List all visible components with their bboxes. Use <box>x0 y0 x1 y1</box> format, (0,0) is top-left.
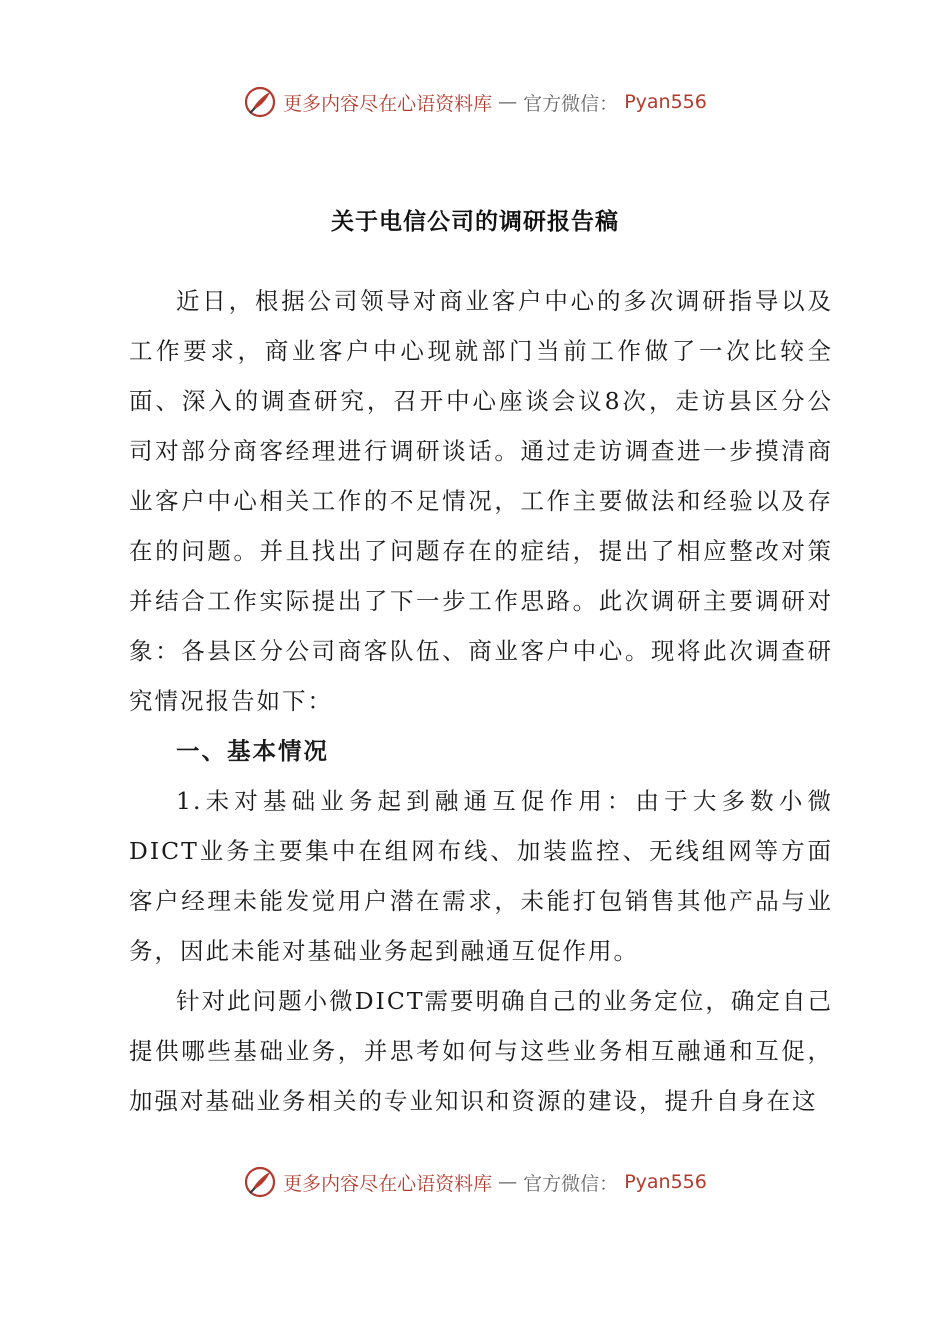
banner-gray-text: 官方微信： <box>523 1172 619 1195</box>
paragraph-item-1: 1.未对基础业务起到融通互促作用：由于大多数小微DICT业务主要集中在组网布线、加装监控、无线组网等方面客户经理未能发觉用户潜在需求，未能打包销售其他产品与业务，因此未能对基础业务起到融通互促作用。 <box>129 787 833 965</box>
banner-wechat-id: Pyan556 <box>624 91 707 113</box>
paragraph-response: 针对此问题小微DICT需要明确自己的业务定位，确定自己提供哪些基础业务，并思考如何与这些业务相互融通和互促，加强对基础业务相关的专业知识和资源的建设，提升自身在这 <box>129 987 833 1115</box>
banner-red-text: 更多内容尽在心语资料库 <box>283 92 493 115</box>
banner-dash: — <box>498 91 518 113</box>
section-heading: 一、基本情况 <box>176 737 329 765</box>
footer-banner <box>0 1162 950 1202</box>
paragraph-intro: 近日，根据公司领导对商业客户中心的多次调研指导以及工作要求，商业客户中心现就部门当前工作做了一次比较全面、深入的调查研究，召开中心座谈会议8次，走访县区分公司对部分商客经理进行调研谈话。通过走访调查进一步摸清商业客户中心相关工作的不足情况，工作主要做法和经验以及存在的问题。并且找出了问题存在的症结，提出了相应整改对策并结合工作实际提出了下一步工作思路。此次调研主要调研对象：各县区分公司商客队伍、商业客户中心。现将此次调查研究情况报告如下： <box>129 287 833 715</box>
document-body <box>129 276 833 1126</box>
banner-red-text: 更多内容尽在心语资料库 <box>283 1172 493 1195</box>
banner-dash: — <box>498 1171 518 1193</box>
document-title: 关于电信公司的调研报告稿 <box>331 209 619 235</box>
banner-gray-text: 官方微信： <box>523 92 619 115</box>
quill-logo-icon <box>243 85 277 119</box>
header-banner <box>0 82 950 122</box>
banner-wechat-id: Pyan556 <box>624 1171 707 1193</box>
quill-logo-icon <box>243 1165 277 1199</box>
